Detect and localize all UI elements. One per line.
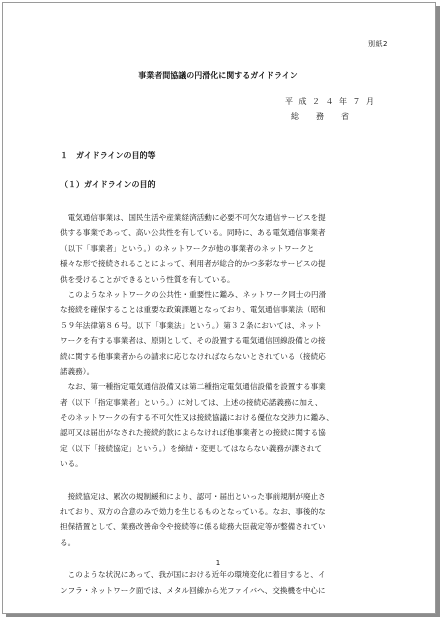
text-line: このようなネットワークの公共性・重要性に鑑み、ネットワーク同士の円滑: [60, 289, 327, 299]
paragraph-2: [60, 287, 380, 379]
page-shadow-right: [436, 6, 440, 616]
text-line: 様々な形で接続されることによって、利用者が総合的かつ多彩なサービスの提: [60, 259, 326, 269]
text-line: れており、双方の合意のみで効力を生じるものとなっている。なお、事後的な: [60, 507, 326, 517]
issuing-organization: 総務省: [291, 112, 366, 121]
text-line: な接続を確保することは重要な政策課題となっており、電気通信事業法（昭和: [60, 305, 326, 315]
text-line: このような状況にあって、我が国における近年の環境変化に着目すると、イ: [60, 570, 326, 580]
text-line: 供を受けることができるという性質を有している。: [60, 274, 235, 284]
paragraph-5: [60, 567, 380, 598]
text-line: ワークを有する事業者は、原則として、その設置する電気通信回線設備との接: [60, 336, 326, 346]
text-line: 認可又は届出がなされた接続約款によらなければ他事業者との接続に関する協: [60, 428, 326, 438]
text-line: ５９年法律第８６号。以下「事業法」という。）第３２条においては、ネット: [60, 320, 322, 330]
text-line: る。: [60, 537, 76, 547]
text-line: 続に関する他事業者からの請求に応じなければならないとされている（接続応: [60, 351, 326, 361]
body-text: [60, 210, 380, 598]
document-date: 平成２４年７月: [285, 97, 380, 106]
page-number: 1: [215, 559, 221, 567]
text-line: いる。: [60, 459, 83, 469]
annex-label: 別紙2: [368, 40, 388, 48]
text-line: 諾義務）。: [60, 366, 95, 376]
text-line: （以下「事業者」という。）のネットワークが他の事業者のネットワークと: [60, 243, 315, 253]
text-line: 者（以下「指定事業者」という。）に対しては、上述の接続応諾義務に加え、: [60, 397, 323, 407]
paragraph-1: [60, 210, 380, 287]
text-line: 担保措置として、業務改善命令や接続等に係る総務大臣裁定等が整備されてい: [60, 522, 326, 532]
section-heading: １ ガイドラインの目的等: [60, 151, 156, 160]
text-line: なお、第一種指定電気通信設備又は第二種指定電気通信設備を設置する事業: [60, 382, 326, 392]
paragraph-3: [60, 379, 380, 471]
subsection-heading: （１）ガイドラインの目的: [60, 180, 156, 189]
text-line: 供する事業であって、高い公共性を有している。同時に、ある電気通信事業者: [60, 228, 326, 238]
text-line: 接続協定は、累次の規制緩和により、認可・届出といった事前規制が廃止さ: [60, 491, 326, 501]
text-line: そのネットワークの有する不可欠性又は接続協議における優位な交渉力に鑑み、: [60, 413, 334, 423]
text-line: 定（以下「接続協定」という。）を締結・変更してはならない義務が課されて: [60, 443, 322, 453]
paragraph-4: [60, 489, 380, 551]
text-line: 電気通信事業は、国民生活や産業経済活動に必要不可欠な通信サービスを提: [60, 213, 326, 222]
text-line: ンフラ・ネットワーク面では、メタル回線から光ファイバへ、交換機を中心に: [60, 585, 326, 595]
document-title: 事業者間協議の円滑化に関するガイドライン: [138, 71, 298, 80]
